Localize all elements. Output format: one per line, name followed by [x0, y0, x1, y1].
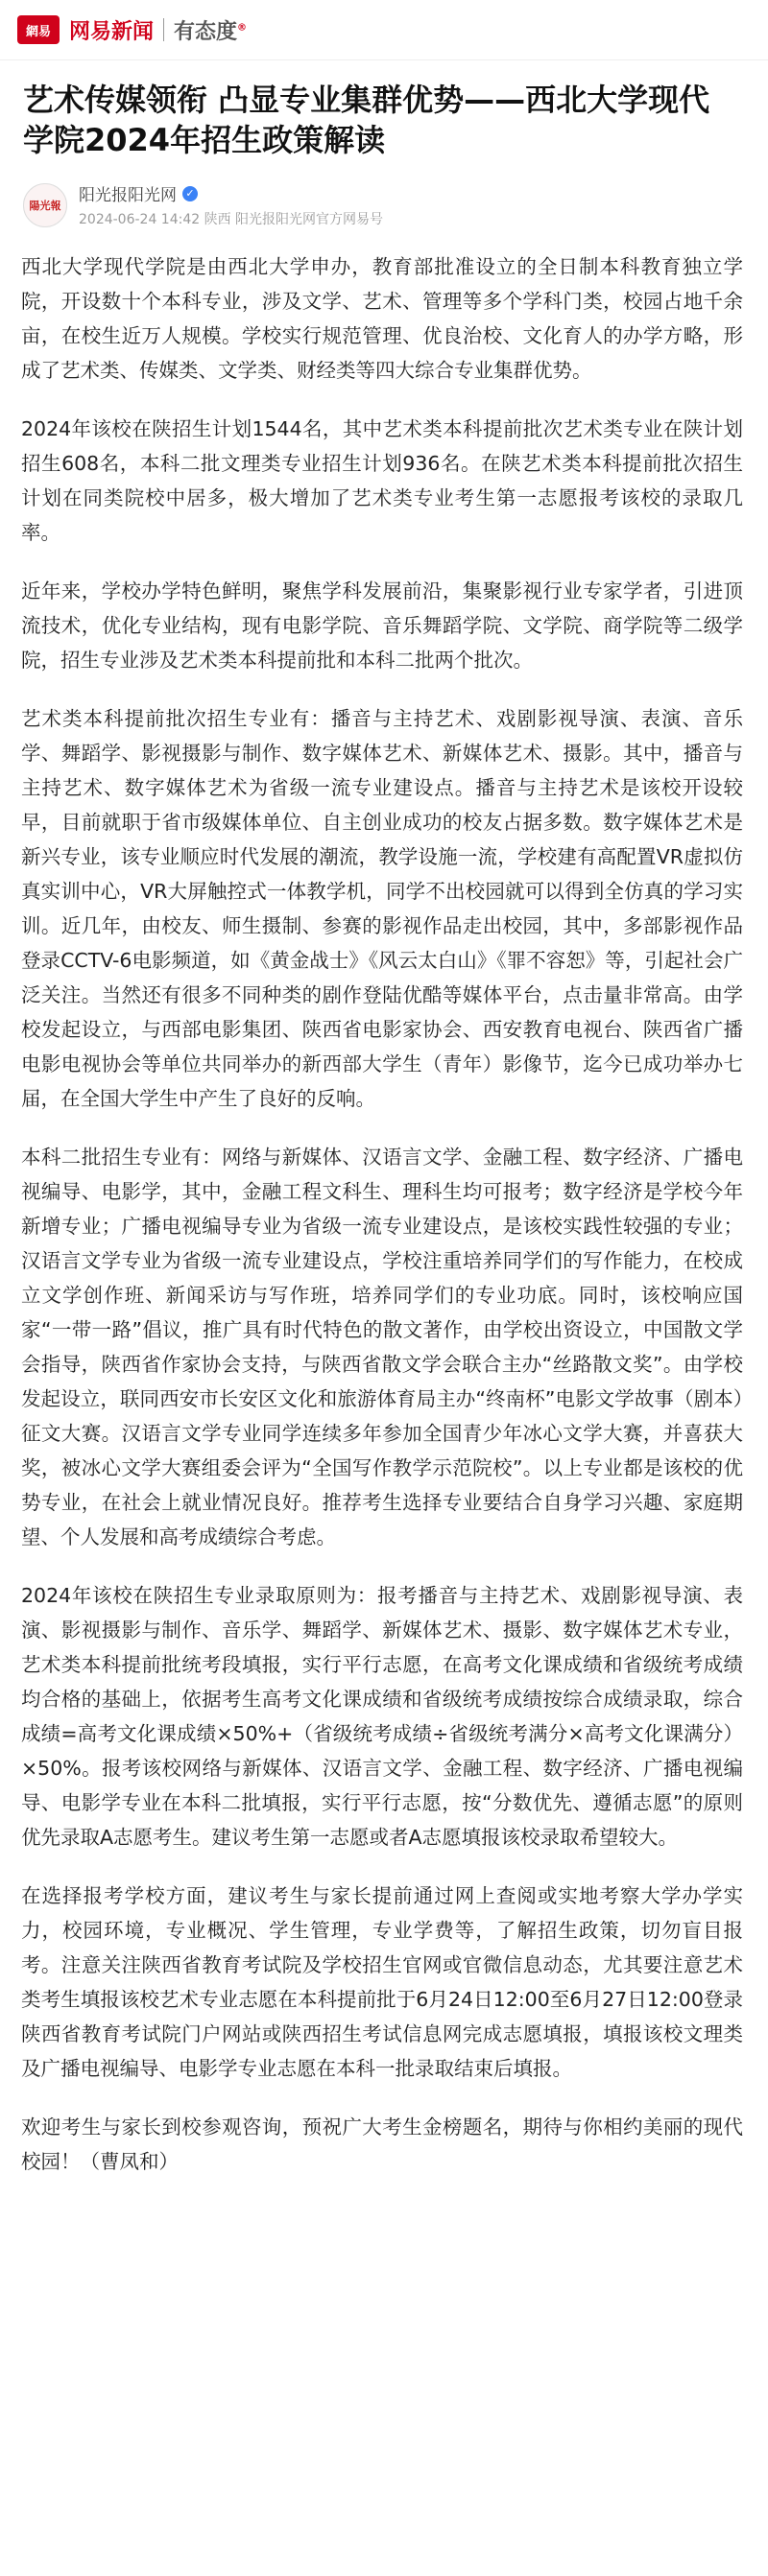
paragraph-second-batch-majors: 本科二批招生专业有：网络与新媒体、汉语言文学、金融工程、数字经济、广播电视编导、电影学，其中，金融工程文科生、理科生均可报考；数字经济是学校今年新增专业；广播电视编导专业为省级一流专业建设点，是该校实践性较强的专业；汉语言文学专业为省级一流专业建设点，学校注重培养同学们的写作能力，在校成立文学创作班、新闻采访与写作班，培养同学们的专业功底。同时，该校响应国家“一带一路”倡议，推广具有时代特色的散文著作，由学校出资设立，中国散文学会指导，陕西省作家协会支持，与陕西省散文学会联合主办“丝路散文奖”。由学校发起设立，联同西安市长安区文化和旅游体育局主办“终南杯”电影文学故事（剧本）征文大赛。汉语言文学专业同学连续多年参加全国青少年冰心文学大赛，并喜获大奖，被冰心文学大赛组委会评为“全国写作教学示范院校”。以上专业都是该校的优势专业，在社会上就业情况良好。推荐考生选择专业要结合自身学习兴趣、家庭期望、个人发展和高考成绩综合考虑。	[21, 1146, 743, 1548]
top-bar	[0, 0, 768, 60]
publish-meta: 2024-06-24 14:42 陕西 阳光报阳光网官方网易号	[79, 212, 384, 227]
author-info	[79, 181, 383, 228]
article-body	[21, 249, 743, 2179]
paragraph-art-majors: 艺术类本科提前批次招生专业有：播音与主持艺术、戏剧影视导演、表演、音乐学、舞蹈学、影视摄影与制作、数字媒体艺术、新媒体艺术、摄影。其中，播音与主持艺术、数字媒体艺术为省级一流专业建设点。播音与主持艺术是该校开设较早，目前就职于省市级媒体单位、自主创业成功的校友占据多数。数字媒体艺术是新兴专业，该专业顺应时代发展的潮流，教学设施一流，学校建有高配置VR虚拟仿真实训中心，VR大屏触控式一体教学机，同学不出校园就可以得到全仿真的学习实训。近几年，由校友、师生摄制、参赛的影视作品走出校园，其中，多部影视作品登录CCTV-6电影频道，如《黄金战士》《风云太白山》《罪不容恕》等，引起社会广泛关注。当然还有很多不同种类的剧作登陆优酷等媒体平台，点击量非常高。由学校发起设立，与西部电影集团、陕西省电影家协会、西安教育电视台、陕西省广播电影电视协会等单位共同举办的新西部大学生（青年）影像节，迄今已成功举办七届，在全国大学生中产生了良好的反响。	[21, 707, 743, 1110]
author-name-row	[79, 181, 383, 205]
paragraph-enrollment-plan: 2024年该校在陕招生计划1544名，其中艺术类本科提前批次艺术类专业在陕计划招生608名，本科二批文理类专业招生计划936名。在陕艺术类本科提前批次招生计划在同类院校中居多，极大增加了艺术类专业考生第一志愿报考该校的录取几率。	[21, 417, 743, 544]
article-title: 艺术传媒领衔 凸显专业集群优势——西北大学现代学院2024年招生政策解读	[23, 82, 710, 158]
netease-logo[interactable]: 網易	[17, 15, 60, 44]
paragraph-closing: 欢迎考生与家长到校参观咨询，预祝广大考生金榜题名，期待与你相约美丽的现代校园！（曹凤和）	[21, 2115, 743, 2173]
paragraph-admission-rules: 2024年该校在陕招生专业录取原则为：报考播音与主持艺术、戏剧影视导演、表演、影视摄影与制作、音乐学、舞蹈学、新媒体艺术、摄影、数字媒体艺术专业，艺术类本科提前批统考段填报，实行平行志愿，在高考文化课成绩和省级统考成绩均合格的基础上，依据考生高考文化课成绩和省级统考成绩按综合成绩录取，综合成绩=高考文化课成绩×50%+（省级统考成绩÷省级统考满分×高考文化课满分）×50%。报考该校网络与新媒体、汉语言文学、金融工程、数字经济、广播电视编导、电影学专业在本科二批填报，实行平行志愿，按“分数优先、遵循志愿”的原则优先录取A志愿考生。建议考生第一志愿或者A志愿填报该校录取希望较大。	[21, 1584, 743, 1849]
registered-mark: ®	[237, 22, 248, 34]
brand-name[interactable]: 网易新闻	[69, 19, 155, 44]
author-block	[23, 181, 745, 228]
brand-slogan	[174, 15, 247, 45]
paragraph-intro: 西北大学现代学院是由西北大学申办，教育部批准设立的全日制本科教育独立学院，开设数十个本科专业，涉及文学、艺术、管理等多个学科门类，校园占地千余亩，在校生近万人规模。学校实行规范管理、优良治校、文化育人的办学方略，形成了艺术类、传媒类、文学类、财经类等四大综合专业集群优势。	[21, 255, 743, 382]
brand-divider	[163, 18, 164, 41]
verified-icon: ✓	[182, 186, 198, 201]
author-avatar[interactable]: 陽光報	[23, 183, 67, 227]
paragraph-application-advice: 在选择报考学校方面，建议考生与家长提前通过网上查阅或实地考察大学办学实力，校园环境，专业概况、学生管理，专业学费等，了解招生政策，切勿盲目报考。注意关注陕西省教育考试院及学校招生官网或官微信息动态，尤其要注意艺术类考生填报该校艺术专业志愿在本科提前批于6月24日12:00至6月27日12:00登录陕西省教育考试院门户网站或陕西招生考试信息网完成志愿填报，填报该校文理类及广播电视编导、电影学专业志愿在本科一批录取结束后填报。	[21, 1884, 743, 2080]
brand-slogan-text: 有态度	[174, 19, 238, 44]
author-name[interactable]: 阳光报阳光网	[79, 186, 177, 205]
paragraph-school-features: 近年来，学校办学特色鲜明，聚焦学科发展前沿，集聚影视行业专家学者，引进顶流技术，优化专业结构，现有电影学院、音乐舞蹈学院、文学院、商学院等二级学院，招生专业涉及艺术类本科提前批和本科二批两个批次。	[21, 579, 743, 672]
